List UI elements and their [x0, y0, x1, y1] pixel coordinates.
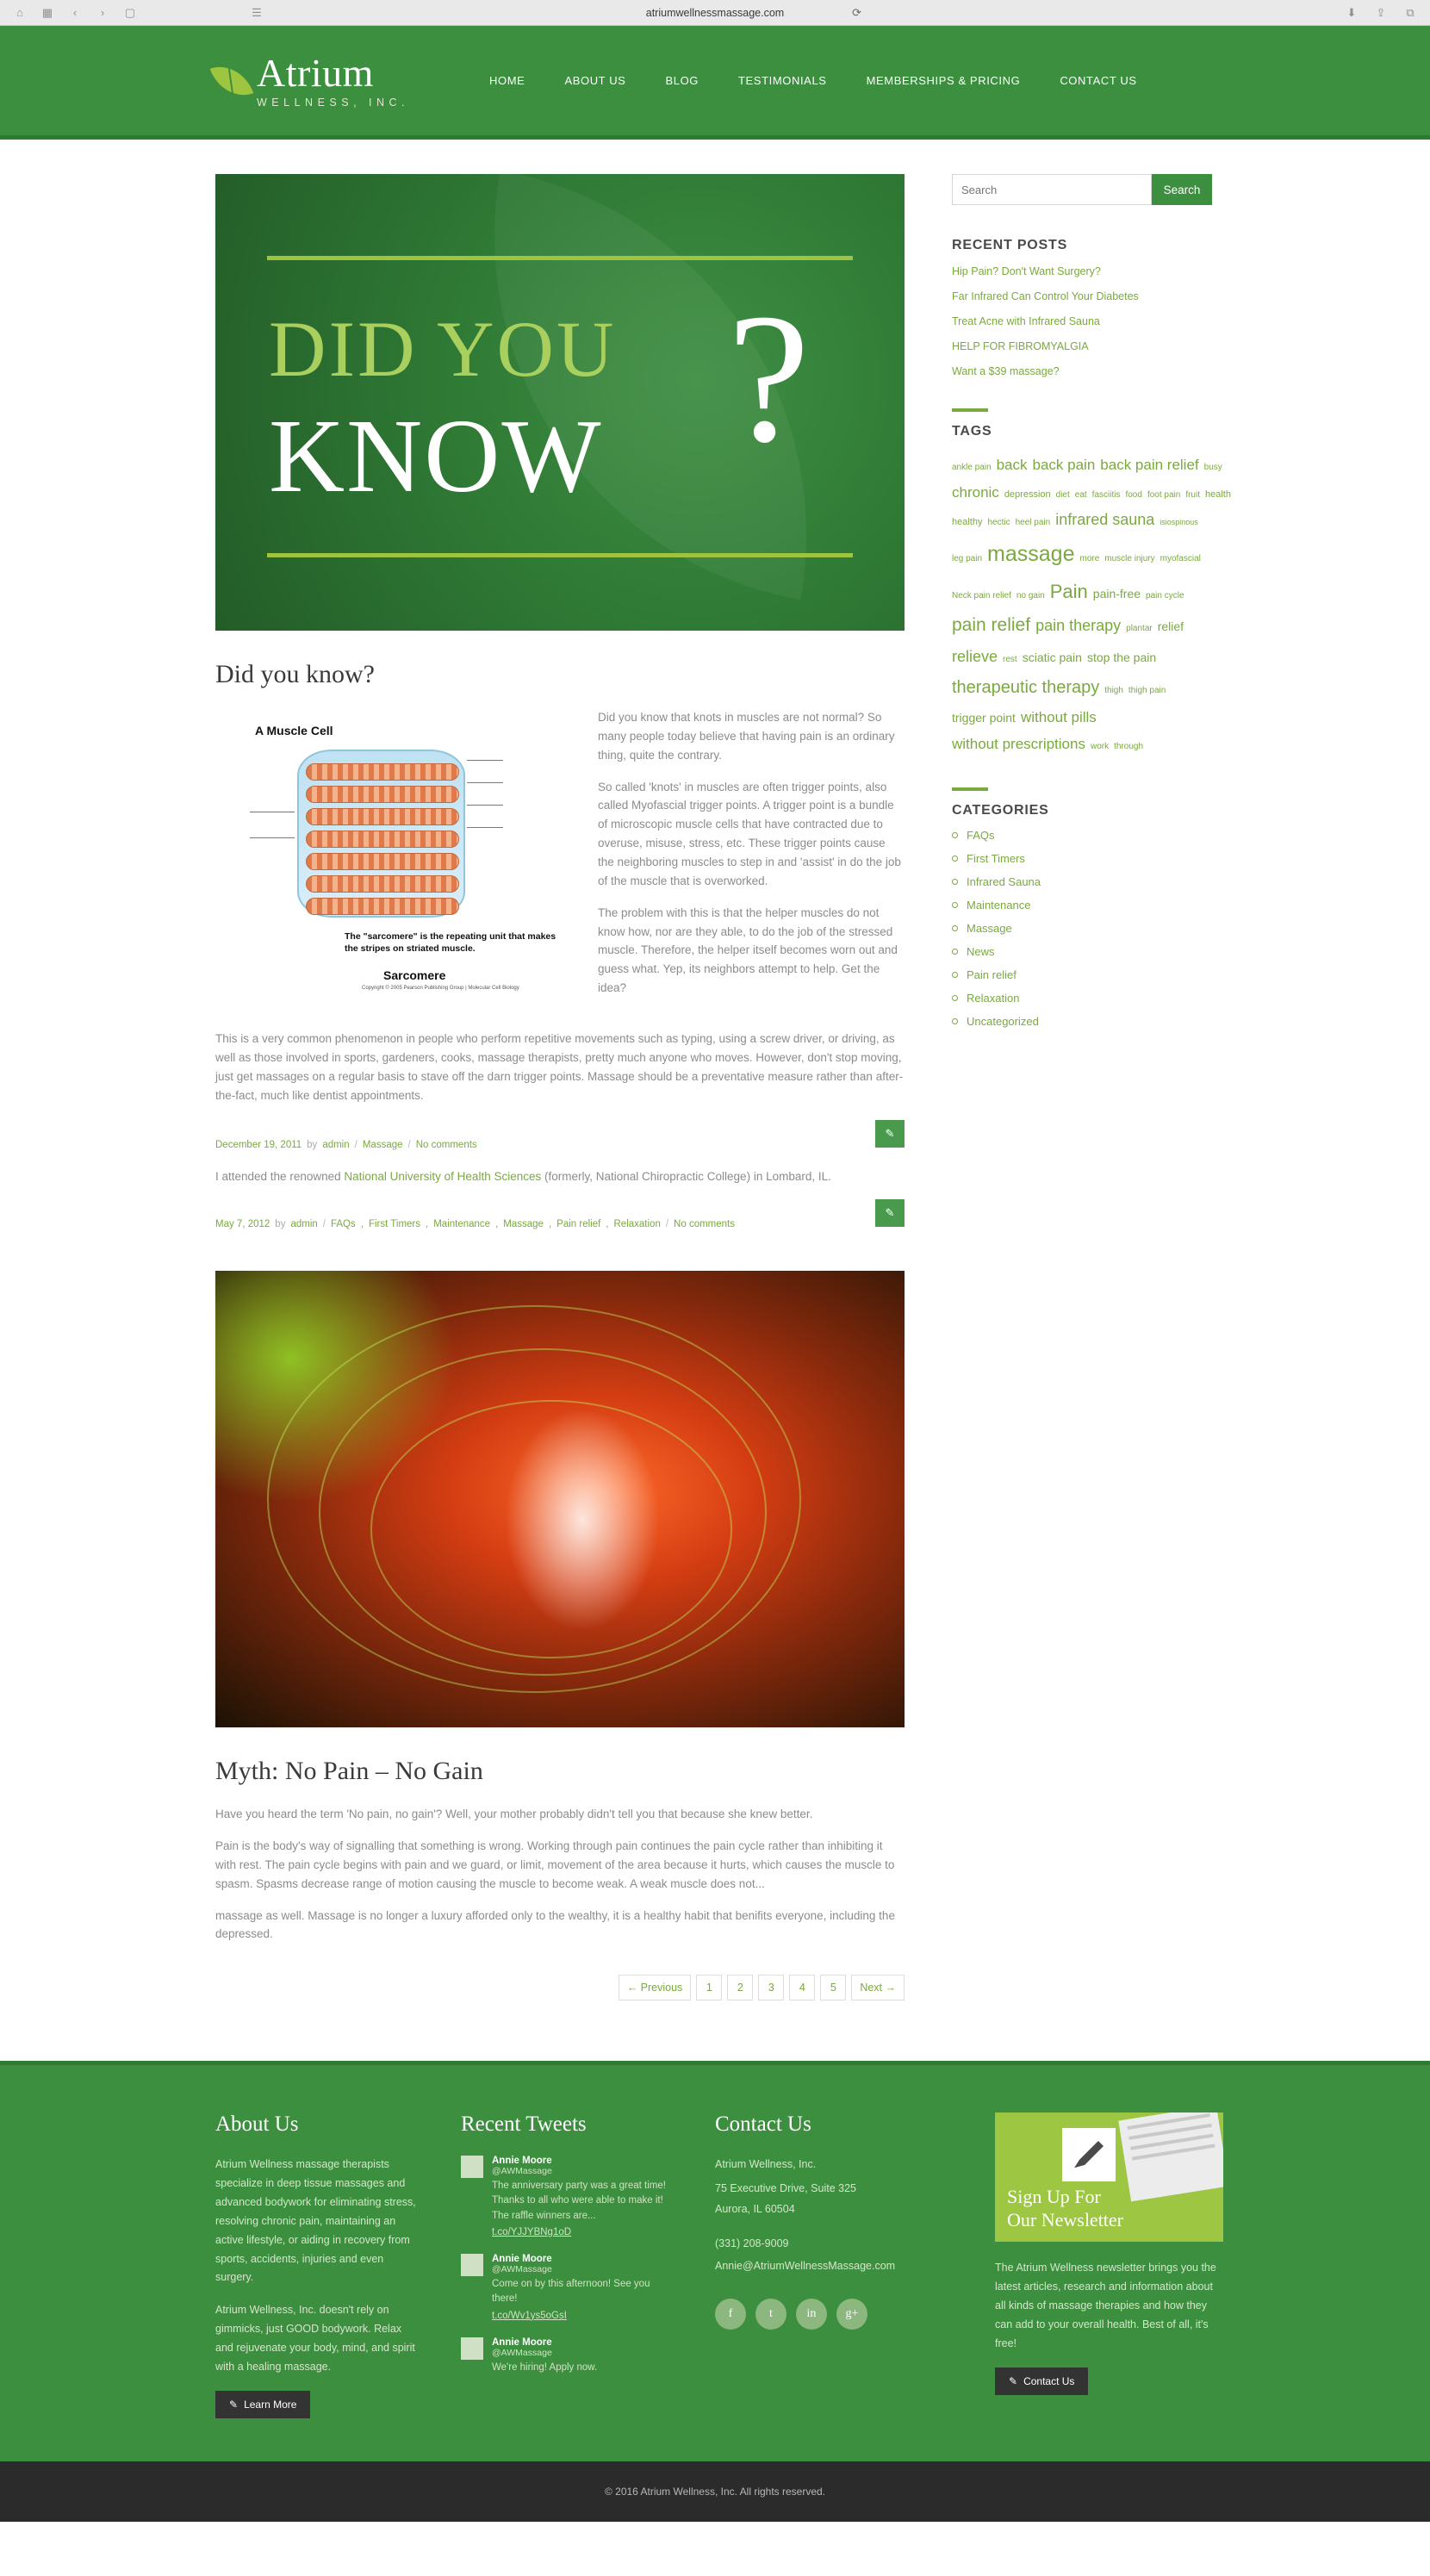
tag-foot-pain[interactable]: foot pain — [1147, 489, 1181, 500]
site-footer — [0, 2061, 1430, 2461]
tag-relieve[interactable]: relieve — [952, 648, 998, 666]
post-paragraph-1: Did you know that knots in muscles are not normal? So many people today believe that having pain is an ordinary thing, quite the contrary. — [598, 711, 895, 762]
recent-post-3[interactable]: Treat Acne with Infrared Sauna — [952, 315, 1100, 327]
footer-tweets-title: Recent Tweets — [461, 2112, 587, 2137]
category-infrared-sauna[interactable]: Infrared Sauna — [967, 874, 1041, 888]
paper-icon — [1118, 2112, 1223, 2201]
tag-back[interactable]: back — [996, 457, 1028, 473]
search-input[interactable] — [952, 174, 1152, 205]
post-meta-row-2 — [215, 1197, 905, 1229]
pencil-icon: ✎ — [229, 2398, 239, 2411]
post-by-label: by — [307, 1140, 318, 1151]
recent-posts-heading: RECENT POSTS — [952, 238, 1068, 252]
list-item — [952, 339, 1236, 354]
bullet-icon — [952, 1018, 958, 1024]
tag-no-gain[interactable]: no gain — [1016, 590, 1045, 600]
post-by-label-2: by — [275, 1219, 286, 1230]
avatar — [461, 2254, 483, 2276]
excerpt-post: (formerly, National Chiropractic College) in Lombard, IL. — [541, 1170, 831, 1184]
tag-massage[interactable]: massage — [987, 542, 1075, 567]
post-paragraph-3: The problem with this is that the helper muscles do not know how, nor are they able, to do the job of the stressed muscle. Therefore, the helper itself becomes worn out and guess what. Yep, its neighbors attempt to help. Get the idea? — [598, 905, 898, 995]
pencil-icon: ✎ — [885, 1206, 895, 1220]
diagram-credit: Copyright © 2005 Pearson Publishing Group | Molecular Cell Biology — [362, 986, 519, 991]
list-item — [952, 314, 1236, 329]
pagination-page-1[interactable]: 1 — [696, 1975, 722, 2000]
tag-pain-relief[interactable]: pain relief — [952, 615, 1031, 636]
tweet-handle-1[interactable]: @AWMassage — [492, 2166, 552, 2177]
bullet-icon — [952, 832, 958, 838]
tag-stop-the-pain[interactable]: stop the pain — [1086, 650, 1157, 665]
tag-fasciitis[interactable]: fasciitis — [1091, 489, 1121, 500]
categories-list — [952, 829, 1236, 1028]
category-news[interactable]: News — [967, 944, 995, 958]
tag-muscle-injury[interactable]: muscle injury — [1104, 554, 1155, 564]
tag-neck-pain-relief[interactable]: Neck pain relief — [952, 590, 1011, 600]
tag-diet[interactable]: diet — [1055, 489, 1070, 500]
bullet-icon — [952, 879, 958, 885]
tag-thigh[interactable]: thigh — [1104, 685, 1123, 695]
reader-icon[interactable]: ☰ — [252, 5, 262, 19]
edit-post-button-1[interactable] — [875, 1120, 905, 1148]
social-links — [715, 2299, 965, 2330]
tag-heel-pain[interactable]: heel pain — [1015, 518, 1051, 528]
post-category-maintenance[interactable]: Maintenance — [433, 1219, 491, 1230]
post-comments[interactable]: No comments — [415, 1140, 477, 1151]
footer-about — [215, 2112, 422, 2418]
post-comments-2[interactable]: No comments — [674, 1219, 735, 1230]
diagram-label-sarcomere: Sarcomere — [383, 968, 446, 982]
nav-item-contact-us[interactable]: CONTACT US — [1060, 74, 1137, 87]
pagination-previous[interactable]: ← Previous — [619, 1975, 692, 2000]
diagram-title: A Muscle Cell — [255, 724, 333, 737]
search-button[interactable]: Search — [1152, 174, 1212, 205]
footer-newsletter — [995, 2112, 1223, 2418]
avatar — [461, 2156, 483, 2178]
nav-item-about-us[interactable]: ABOUT US — [564, 74, 626, 87]
tag-hectic[interactable]: hectic — [987, 518, 1010, 528]
post3-paragraph-2: Pain is the body's way of signalling that something is wrong. Working through pain continues the pain cycle rather than inhibiting it with rest. The pain cycle begins with pain and we guard, or limit, movement of the area because it hurts, which causes the muscle to spasm. Spasms decrease range of motion causing the muscle to become weak. A weak muscle does not... — [215, 1839, 895, 1890]
post-category-first-timers[interactable]: First Timers — [368, 1219, 421, 1230]
list-item — [952, 829, 1236, 842]
category-maintenance[interactable]: Maintenance — [967, 898, 1031, 912]
search-widget — [952, 174, 1236, 205]
logo-subtitle: WELLNESS, INC. — [257, 96, 410, 109]
tag-work[interactable]: work — [1090, 742, 1110, 752]
post-paragraph-4: This is a very common phenomenon in people who perform repetitive movements such as typing, using a screw driver, or driving, as well as those involved in sports, gardeners, cooks, massage therapists, pretty much anyone who moves. However, don't stop moving, just get massages on a regular basis to stave off the darn trigger points. Massage should be a preventative measure rather than after-the-fact, much like dentist appointments. — [215, 1032, 904, 1102]
bullet-icon — [952, 902, 958, 908]
tweet-link-2[interactable]: t.co/Wv1ys5oGsI — [492, 2310, 567, 2321]
tag-trigger-point[interactable]: trigger point — [952, 710, 1016, 725]
post-date-2: May 7, 2012 — [215, 1219, 270, 1230]
contact-us-button[interactable] — [995, 2368, 1088, 2395]
post-meta-1: December 19, 2011 by admin / Massage / No comments — [215, 1140, 477, 1151]
footer-contact — [715, 2112, 965, 2418]
list-item — [952, 289, 1236, 304]
back-icon[interactable]: ‹ — [72, 6, 78, 19]
twitter-icon[interactable]: t — [755, 2299, 786, 2330]
footer-about-title: About Us — [215, 2112, 299, 2137]
recent-post-2[interactable]: Far Infrared Can Control Your Diabetes — [952, 290, 1139, 302]
post-meta-row-1 — [215, 1117, 905, 1150]
googleplus-icon[interactable]: g+ — [836, 2299, 867, 2330]
footer-about-p1: Atrium Wellness massage therapists specialize in deep tissue massages and advanced bodywork for eliminating stress, resolving chronic pain, maintaining an active lifestyle, or aiding in recovery from sports, accidents, injuries and even surgery. — [215, 2158, 416, 2284]
bullet-icon — [952, 995, 958, 1001]
category-massage[interactable]: Massage — [967, 921, 1012, 935]
tag-food[interactable]: food — [1125, 489, 1142, 500]
bullet-icon — [952, 949, 958, 955]
reload-icon[interactable]: ⟳ — [852, 5, 861, 19]
tag-therapeutic-therapy[interactable]: therapeutic therapy — [952, 677, 1100, 697]
bullet-icon — [952, 925, 958, 931]
recent-post-4[interactable]: HELP FOR FIBROMYALGIA — [952, 340, 1089, 352]
banner-rule-bottom — [267, 553, 853, 557]
avatar — [461, 2337, 483, 2360]
list-item — [952, 852, 1236, 865]
newsletter-card[interactable] — [995, 2112, 1223, 2242]
newsletter-line-1: Sign Up For — [1007, 2186, 1101, 2208]
shoulder-pain-image — [215, 1271, 905, 1727]
address-bar[interactable]: atriumwellnessmassage.com — [645, 6, 785, 19]
list-item — [952, 1015, 1236, 1028]
recent-posts-list — [952, 264, 1236, 379]
tweet-link-1[interactable]: t.co/YJJYBNg1oD — [492, 2226, 572, 2237]
tag-relief[interactable]: relief — [1157, 619, 1184, 634]
facebook-icon[interactable]: f — [715, 2299, 746, 2330]
contact-email[interactable]: Annie@AtriumWellnessMassage.com — [715, 2259, 896, 2272]
categories-divider — [952, 787, 988, 791]
download-icon[interactable]: ⬇ — [1346, 5, 1357, 19]
list-item — [952, 968, 1236, 981]
post-category-pain-relief[interactable]: Pain relief — [556, 1219, 601, 1230]
pencil-icon: ✎ — [1009, 2374, 1018, 2387]
post3-body — [215, 1805, 905, 1944]
tweet-handle-2[interactable]: @AWMassage — [492, 2264, 552, 2275]
tag-thigh-pain[interactable]: thigh pain — [1128, 685, 1166, 695]
post3-paragraph-3: massage as well. Massage is no longer a luxury afforded only to the wealthy, it is a healthy habit that benifits everyone, including the depressed. — [215, 1908, 895, 1941]
tag-ankle-pain[interactable]: ankle pain — [952, 463, 992, 472]
post-date: December 19, 2011 — [215, 1140, 302, 1151]
tag-more[interactable]: more — [1079, 554, 1100, 564]
bullet-icon — [952, 856, 958, 862]
tag-without-pills[interactable]: without pills — [1020, 708, 1097, 725]
arc-decoration-3 — [370, 1400, 732, 1658]
browser-toolbar — [0, 0, 1430, 26]
tag-cloud — [952, 451, 1236, 758]
tag-sciatic-pain[interactable]: sciatic pain — [1022, 650, 1082, 665]
footer-tweets — [461, 2112, 676, 2418]
contact-phone[interactable]: (331) 208-9009 — [715, 2237, 789, 2249]
post-intro-text — [598, 708, 905, 1011]
tag-plantar[interactable]: plantar — [1126, 624, 1153, 634]
category-uncategorized[interactable]: Uncategorized — [967, 1014, 1039, 1028]
tag-pain-free[interactable]: pain-free — [1092, 586, 1141, 600]
copyright-bar — [0, 2461, 1430, 2522]
logo-title: Atrium — [257, 50, 374, 95]
diagram-note: The "sarcomere" is the repeating unit that makes the stripes on striated muscle. — [345, 931, 556, 955]
recent-post-1[interactable]: Hip Pain? Don't Want Surgery? — [952, 265, 1101, 277]
tweet-author-1[interactable]: Annie Moore — [492, 2156, 552, 2167]
pagination-page-4[interactable]: 4 — [789, 1975, 815, 2000]
list-item — [952, 922, 1236, 935]
category-relaxation[interactable]: Relaxation — [967, 991, 1020, 1005]
tweet-item — [461, 2254, 676, 2324]
tag-chronic[interactable]: chronic — [952, 483, 999, 501]
list-item — [952, 875, 1236, 888]
tweet-author-2[interactable]: Annie Moore — [492, 2254, 552, 2265]
tag-fruit[interactable]: fruit — [1185, 489, 1200, 500]
contact-us-label: Contact Us — [1023, 2374, 1075, 2387]
tag-pain-therapy[interactable]: pain therapy — [1035, 617, 1122, 635]
linkedin-icon[interactable]: in — [796, 2299, 827, 2330]
excerpt-pre: I attended the renowned — [215, 1170, 345, 1184]
content-area — [0, 140, 1430, 2035]
tag-health[interactable]: health — [1204, 488, 1231, 500]
tweet-text-3: We're hiring! Apply now. — [492, 2361, 598, 2373]
post-excerpt-2 — [215, 1167, 905, 1186]
contact-address-1: 75 Executive Drive, Suite 325 — [715, 2182, 856, 2195]
pagination-next[interactable]: Next → — [851, 1975, 905, 2000]
tweet-handle-3[interactable]: @AWMassage — [492, 2347, 552, 2358]
banner-line-2: KNOW — [269, 398, 603, 514]
main-nav — [469, 74, 1157, 87]
leaf-icon — [210, 57, 254, 103]
copyright-text: © 2016 Atrium Wellness, Inc. All rights reserved. — [604, 2485, 826, 2498]
list-item — [952, 899, 1236, 912]
recent-post-5[interactable]: Want a $39 massage? — [952, 365, 1060, 377]
nav-item-blog[interactable]: BLOG — [665, 74, 699, 87]
pagination-page-2[interactable]: 2 — [727, 1975, 753, 2000]
excerpt-link[interactable]: National University of Health Sciences — [344, 1170, 542, 1184]
newsletter-text: The Atrium Wellness newsletter brings you the latest articles, research and information about all kinds of massage therapies and how they can add to your overall health. Best of all, it's free! — [995, 2262, 1216, 2349]
banner-rule-top — [267, 256, 853, 260]
muscle-cell-body — [297, 750, 465, 918]
tag-without-prescriptions[interactable]: without prescriptions — [952, 736, 1085, 753]
categories-heading: CATEGORIES — [952, 802, 1049, 818]
tabs-icon[interactable]: ⧉ — [1406, 5, 1414, 19]
banner-line-1: DID YOU — [269, 305, 617, 393]
tag-pain-cycle[interactable]: pain cycle — [1146, 590, 1184, 600]
site-header — [0, 26, 1430, 140]
list-item — [952, 364, 1236, 379]
post-figure-row — [215, 708, 905, 1011]
pagination — [215, 1975, 905, 2000]
post-category-relaxation[interactable]: Relaxation — [613, 1219, 661, 1230]
pencil-icon: ✎ — [885, 1127, 895, 1141]
post-author[interactable]: admin — [322, 1140, 350, 1151]
main-column — [215, 174, 905, 2035]
tweet-text-1: The anniversary party was a great time! Thanks to all who were able to make it! The raffle winners are... — [492, 2181, 666, 2221]
tag-leg-pain[interactable]: leg pain — [952, 554, 983, 564]
site-logo[interactable] — [215, 50, 410, 109]
contact-address-2: Aurora, IL 60504 — [715, 2202, 795, 2215]
sidebar-icon[interactable]: ▢ — [124, 5, 136, 19]
share-icon[interactable]: ⇪ — [1376, 5, 1386, 19]
page-content — [0, 26, 1430, 2522]
tweet-item — [461, 2337, 676, 2375]
post-body-text — [215, 1030, 905, 1104]
nav-item-memberships-pricing[interactable]: MEMBERSHIPS & PRICING — [866, 74, 1021, 87]
learn-more-button[interactable] — [215, 2391, 310, 2418]
forward-icon[interactable]: › — [100, 6, 105, 19]
category-faqs[interactable]: FAQs — [967, 828, 995, 842]
category-pain-relief[interactable]: Pain relief — [967, 968, 1017, 981]
newsletter-line-2: Our Newsletter — [1007, 2208, 1124, 2231]
post-category-massage[interactable]: Massage — [362, 1140, 403, 1151]
nav-item-home[interactable]: HOME — [489, 74, 525, 87]
contact-company: Atrium Wellness, Inc. — [715, 2158, 817, 2171]
tweet-item — [461, 2156, 676, 2240]
list-item — [952, 992, 1236, 1005]
tweet-text-2: Come on by this afternoon! See you there! — [492, 2279, 650, 2305]
bullet-icon — [952, 972, 958, 978]
grid-icon[interactable]: ▦ — [41, 5, 53, 19]
post-title-did-you-know[interactable]: Did you know? — [215, 660, 375, 688]
banner-question-mark: ? — [727, 275, 810, 481]
tag-busy[interactable]: busy — [1203, 463, 1222, 472]
sidebar — [952, 174, 1236, 2035]
list-item — [952, 945, 1236, 958]
post-paragraph-2: So called 'knots' in muscles are often trigger points, also called Myofascial trigger points. A trigger point is a bundle of microscopic muscle cells that have contracted due to overuse, misuse, stress, etc. These trigger points cause the neighboring muscles to step in and 'assist' in do the job of the muscle that is overworked. — [598, 780, 901, 887]
learn-more-label: Learn More — [244, 2398, 297, 2411]
tag-myofascial[interactable]: myofascial — [1160, 554, 1201, 564]
post-author-2[interactable]: admin — [290, 1219, 318, 1230]
pagination-page-3[interactable]: 3 — [758, 1975, 784, 2000]
pagination-page-5[interactable]: 5 — [820, 1975, 846, 2000]
post-category-faqs[interactable]: FAQs — [330, 1219, 356, 1230]
post-title-myth-no-pain-no-gain[interactable]: Myth: No Pain – No Gain — [215, 1757, 483, 1786]
newsletter-card-title — [1007, 2186, 1123, 2231]
tag-through[interactable]: through — [1114, 742, 1144, 752]
edit-post-button-2[interactable] — [875, 1199, 905, 1227]
tag-back-pain[interactable]: back pain — [1032, 457, 1096, 473]
tag-eat[interactable]: eat — [1074, 489, 1087, 500]
tag-healthy[interactable]: healthy — [952, 517, 983, 528]
tag-back-pain-relief[interactable]: back pain relief — [1100, 457, 1199, 473]
post-meta-2: May 7, 2012 by admin / FAQs , First Timers , Maintenance , Massage , Pain relief , Relaxation / No comments — [215, 1219, 735, 1230]
tags-heading: TAGS — [952, 424, 992, 439]
tags-divider — [952, 408, 988, 412]
tag-infrared-sauna[interactable]: infrared sauna — [1055, 511, 1155, 529]
nav-item-testimonials[interactable]: TESTIMONIALS — [738, 74, 827, 87]
category-first-timers[interactable]: First Timers — [967, 851, 1025, 865]
did-you-know-banner — [215, 174, 905, 631]
footer-about-p2: Atrium Wellness, Inc. doesn't rely on gimmicks, just GOOD bodywork. Relax and rejuvenate your body, mind, and spirit with a healing massage. — [215, 2304, 415, 2373]
footer-contact-title: Contact Us — [715, 2112, 811, 2137]
tag-pain[interactable]: Pain — [1049, 580, 1088, 602]
tag-depression[interactable]: depression — [1004, 488, 1051, 500]
post3-paragraph-1: Have you heard the term 'No pain, no gain'? Well, your mother probably didn't tell you that because she knew better. — [215, 1808, 813, 1821]
tag-isiospinous[interactable]: isiospinous — [1160, 518, 1198, 527]
muscle-cell-diagram — [215, 708, 577, 992]
home-icon[interactable]: ⌂ — [16, 6, 23, 19]
list-item — [952, 264, 1236, 279]
tag-rest[interactable]: rest — [1003, 655, 1017, 665]
post-category-massage-2[interactable]: Massage — [503, 1219, 544, 1230]
tweet-author-3[interactable]: Annie Moore — [492, 2336, 552, 2348]
